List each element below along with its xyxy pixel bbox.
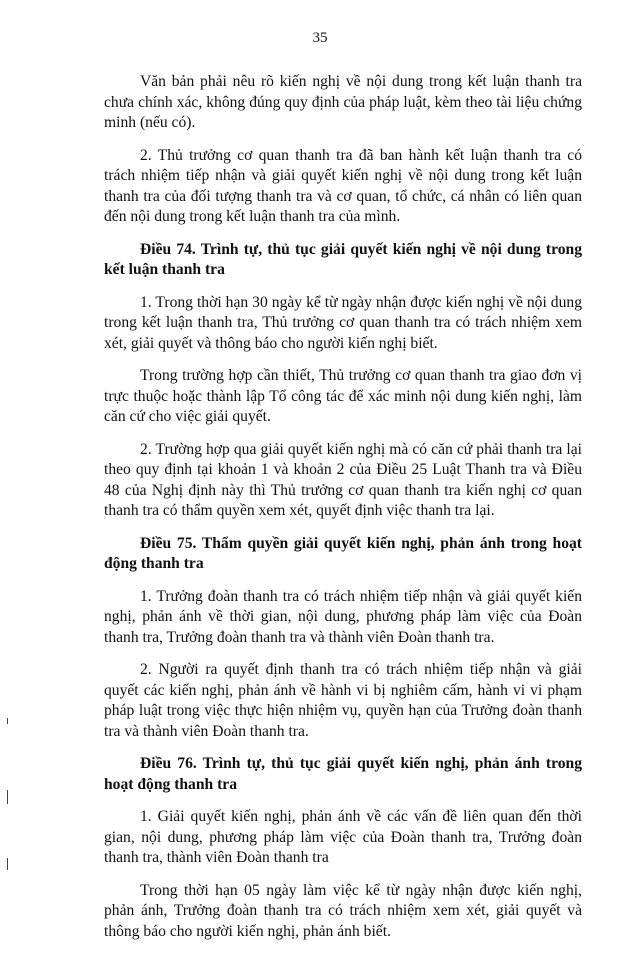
- paragraph: 1. Trong thời hạn 30 ngày kể từ ngày nhận được kiến nghị về nội dung trong kết luận thanh tra, Thủ trưởng cơ quan thanh tra có trách nhiệm xem xét, giải quyết và thông báo cho người kiến nghị biết.: [104, 293, 582, 352]
- page-number: 35: [312, 30, 328, 46]
- article-heading: Điều 75. Thẩm quyền giải quyết kiến nghị, phản ánh trong hoạt động thanh tra: [104, 534, 582, 572]
- paragraph: Trong thời hạn 05 ngày làm việc kể từ ngày nhận được kiến nghị, phản ánh, Trưởng đoàn thanh tra có trách nhiệm xem xét, giải quyết và thông báo cho người kiến nghị, phản ánh biết.: [104, 881, 582, 940]
- paragraph: Văn bản phải nêu rõ kiến nghị về nội dung trong kết luận thanh tra chưa chính xác, không đúng quy định của pháp luật, kèm theo tài liệu chứng minh (nếu có).: [104, 73, 582, 131]
- scan-mark: [7, 790, 8, 804]
- paragraph: 2. Trường hợp qua giải quyết kiến nghị mà có căn cứ phải thanh tra lại theo quy định tại khoản 1 và khoản 2 của Điều 25 Luật Thanh tra và Điều 48 của Nghị định này thì Thủ trưởng cơ quan thanh tra kiến nghị cơ quan thanh tra có thẩm quyền xem xét, quyết định việc thanh tra lại.: [104, 440, 582, 519]
- paragraph: 1. Trưởng đoàn thanh tra có trách nhiệm tiếp nhận và giải quyết kiến nghị, phản ánh về thời gian, nội dung, phương pháp làm việc của Đoàn thanh tra, Trưởng đoàn thanh tra và thành viên Đoàn thanh tra.: [104, 587, 582, 646]
- scan-mark: [7, 718, 8, 724]
- article-heading: Điều 74. Trình tự, thủ tục giải quyết kiến nghị về nội dung trong kết luận thanh tra: [104, 240, 582, 278]
- paragraph: Trong trường hợp cần thiết, Thủ trưởng cơ quan thanh tra giao đơn vị trực thuộc hoặc thành lập Tổ công tác để xác minh nội dung kiến nghị, làm căn cứ cho việc giải quyết.: [104, 367, 582, 425]
- scan-mark: [7, 858, 8, 870]
- article-heading: Điều 76. Trình tự, thủ tục giải quyết kiến nghị, phản ánh trong hoạt động thanh tra: [104, 755, 582, 793]
- document-body: [104, 72, 582, 954]
- paragraph: 2. Thủ trưởng cơ quan thanh tra đã ban hành kết luận thanh tra có trách nhiệm tiếp nhận và giải quyết kiến nghị về nội dung trong kết luận thanh tra của đối tượng thanh tra và cơ quan, tổ chức, cá nhân có liên quan đến nội dung trong kết luận thanh tra của mình.: [104, 146, 582, 225]
- paragraph: 2. Người ra quyết định thanh tra có trách nhiệm tiếp nhận và giải quyết các kiến nghị, phản ánh về hành vi bị nghiêm cấm, hành vi vi phạm pháp luật trong việc thực hiện nhiệm vụ, quyền hạn của Trưởng đoàn thanh tra và thành viên Đoàn thanh tra.: [104, 661, 582, 740]
- paragraph: 1. Giải quyết kiến nghị, phản ánh về các vấn đề liên quan đến thời gian, nội dung, phương pháp làm việc của Đoàn thanh tra, Trưởng đoàn thanh tra, thành viên Đoàn thanh tra: [104, 808, 582, 866]
